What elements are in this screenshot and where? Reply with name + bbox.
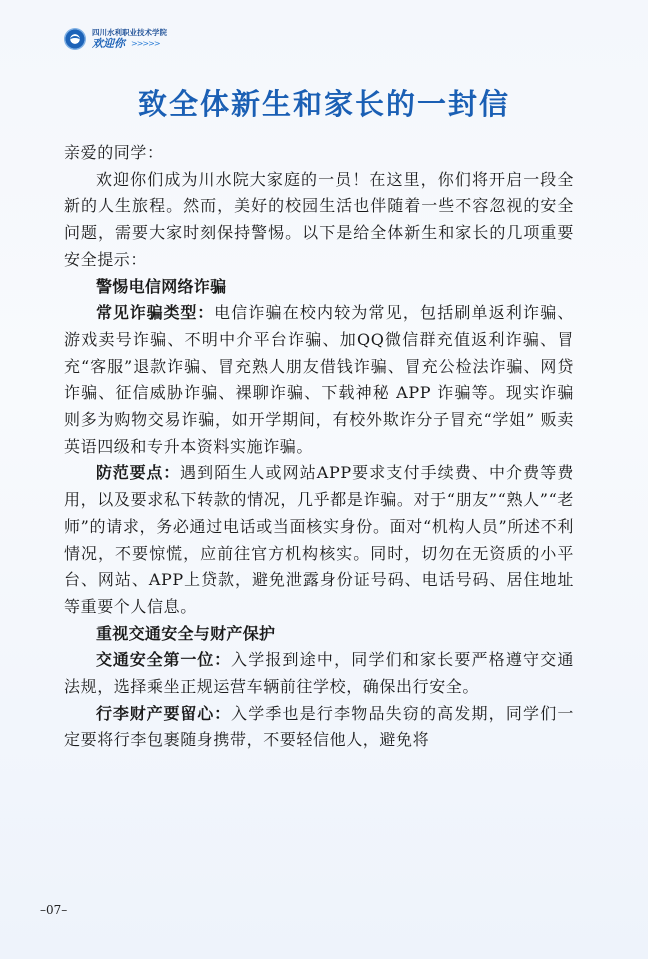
- section-heading-safety: 重视交通安全与财产保护: [96, 623, 276, 643]
- fraud-types-text: 电信诈骗在校内较为常见，包括刷单返利诈骗、游戏卖号诈骗、不明中介平台诈骗、加QQ微信群充值返利诈骗、冒充“客服”退款诈骗、冒充熟人朋友借钱诈骗、冒充公检法诈骗、网贷诈骗、征信威胁诈骗、裸聊诈骗、下载神秘 APP 诈骗等。现实诈骗则多为购物交易诈骗，如开学期间，有校外欺诈分子冒充“学姐” 贩卖英语四级和专升本资料实施诈骗。: [64, 303, 574, 456]
- luggage-label: 行李财产要留心：: [96, 703, 232, 723]
- page-title: 致全体新生和家长的一封信: [137, 87, 510, 121]
- fraud-types-label: 常见诈骗类型：: [96, 303, 215, 323]
- arrows-decoration: >>>>>: [131, 38, 160, 48]
- page-header: [64, 26, 167, 52]
- page-number: –07–: [40, 903, 68, 917]
- salutation: 亲爱的同学：: [64, 143, 164, 162]
- school-logo-icon: [64, 28, 86, 50]
- fraud-types-paragraph: [64, 300, 574, 460]
- traffic-paragraph: [64, 647, 574, 700]
- prevention-paragraph: [64, 460, 574, 620]
- prevention-text: 遇到陌生人或网站APP要求支付手续费、中介费等费用，以及要求私下转款的情况，几乎都是诈骗。对于“朋友”“熟人”“老师”的请求，务必通过电话或当面核实身份。面对“机构人员”所述不利情况，不要惊慌，应前往官方机构核实。同时，切勿在无资质的小平台、网站、APP上贷款，避免泄露身份证号码、电话号码、居住地址等重要个人信息。: [64, 463, 574, 616]
- welcome-text: 欢迎你: [92, 37, 125, 51]
- luggage-text: 入学季也是行李物品失窃的高发期，同学们一定要将行李包裹随身携带，不要轻信他人，避免将: [64, 703, 574, 750]
- section-heading-fraud: 警惕电信网络诈骗: [96, 276, 227, 296]
- traffic-text: 入学报到途中，同学们和家长要严格遵守交通法规，选择乘坐正规运营车辆前往学校，确保出行安全。: [64, 650, 574, 697]
- prevention-label: 防范要点：: [96, 463, 180, 483]
- luggage-paragraph: [64, 701, 574, 754]
- intro-paragraph: 欢迎你们成为川水院大家庭的一员！在这里，你们将开启一段全新的人生旅程。然而，美好的校园生活也伴随着一些不容忽视的安全问题，需要大家时刻保持警惕。以下是给全体新生和家长的几项重要安全提示：: [64, 169, 574, 269]
- letter-body: [64, 140, 574, 754]
- school-name: 四川水利职业技术学院: [92, 27, 167, 37]
- traffic-label: 交通安全第一位：: [96, 650, 232, 670]
